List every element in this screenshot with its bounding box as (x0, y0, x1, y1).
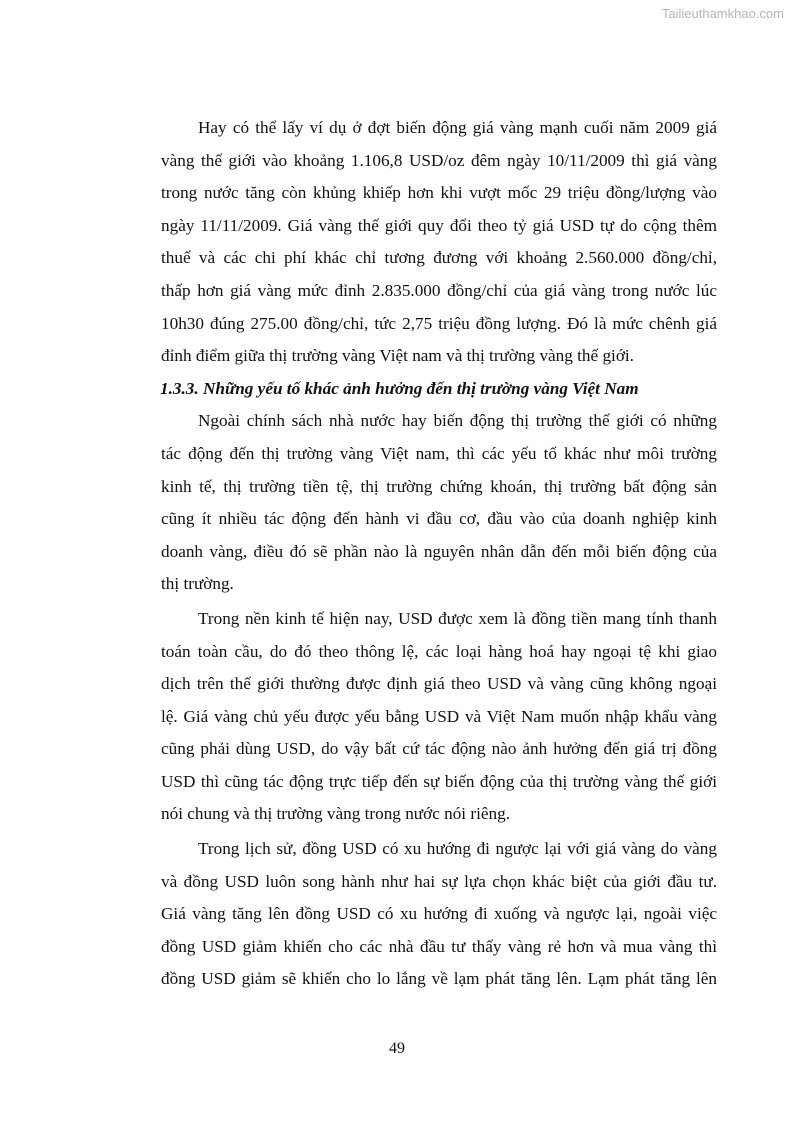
text-line: đỉnh điểm giữa thị trường vàng Việt nam và thị trường vàng thế giới. (161, 346, 634, 366)
watermark: Tailieuthamkhao.com (661, 6, 784, 21)
text-line: cũng phải dùng USD, do vậy bất cứ tác động nào ảnh hưởng đến giá trị đồng (161, 739, 717, 759)
text-line: Giá vàng tăng lên đồng USD có xu hướng đi xuống và ngược lại, ngoài việc (161, 904, 717, 924)
text-line: Hay có thể lấy ví dụ ở đợt biến động giá vàng mạnh cuối năm 2009 giá (198, 118, 717, 137)
text-line: đồng USD giảm sẽ khiến cho lo lắng về lạm phát tăng lên. Lạm phát tăng lên (161, 969, 717, 989)
text-line: doanh vàng, điều đó sẽ phần nào là nguyên nhân dẫn đến mỗi biến động của (161, 541, 717, 561)
section-heading: 1.3.3. Những yếu tố khác ảnh hưởng đến thị trường vàng Việt Nam (160, 378, 639, 398)
paragraph (161, 112, 717, 373)
text-line: tác động đến thị trường vàng Việt nam, thì các yếu tố khác như môi trường (161, 443, 717, 463)
text-line: và đồng USD luôn song hành như hai sự lựa chọn khác biệt của giới đầu tư. (161, 871, 717, 891)
text-line: toán toàn cầu, do đó theo thông lệ, các loại hàng hoá hay ngoại tệ khi giao (161, 641, 717, 661)
text-line: thị trường. (161, 574, 234, 594)
text-line: USD thì cũng tác động trực tiếp đến sự biến động của thị trường vàng thế giới (161, 771, 717, 791)
text-line: nói chung và thị trường vàng trong nước nói riêng. (161, 804, 510, 824)
paragraph (161, 405, 717, 601)
text-line: 10h30 đúng 275.00 đồng/chỉ, tức 2,75 triệu đồng lượng. Đó là mức chênh giá (161, 313, 717, 333)
page-number: 49 (389, 1040, 405, 1057)
text-line: đồng USD giảm khiến cho các nhà đầu tư thấy vàng rẻ hơn và mua vàng thì (161, 936, 717, 956)
text-line: Ngoài chính sách nhà nước hay biến động thị trường thế giới có những (198, 411, 717, 431)
text-line: thuế và các chi phí khác chỉ tương đương với khoảng 2.560.000 đồng/chỉ, (161, 248, 717, 268)
text-line: trong nước tăng còn khủng khiếp hơn khi vượt mốc 29 triệu đồng/lượng vào (161, 183, 717, 203)
paragraph (161, 603, 717, 831)
text-line: lệ. Giá vàng chủ yếu được yếu bằng USD và Việt Nam muốn nhập khẩu vàng (161, 706, 717, 726)
text-line: vàng thế giới vào khoảng 1.106,8 USD/oz đêm ngày 10/11/2009 thì giá vàng (161, 150, 717, 170)
text-line: cũng ít nhiều tác động đến hành vi đầu cơ, đầu vào của doanh nghiệp kinh (161, 509, 717, 529)
section-before-heading (161, 112, 717, 373)
section-after-heading (161, 405, 717, 996)
page-body (161, 112, 717, 996)
text-line: dịch trên thế giới thường được định giá theo USD và vàng cũng không ngoại (161, 674, 717, 694)
text-line: Trong nền kinh tế hiện nay, USD được xem là đồng tiền mang tính thanh (198, 608, 717, 628)
text-line: kinh tế, thị trường tiền tệ, thị trường chứng khoán, thị trường bất động sản (161, 476, 717, 496)
paragraph (161, 833, 717, 996)
text-line: ngày 11/11/2009. Giá vàng thế giới quy đổi theo tỷ giá USD tự do cộng thêm (161, 215, 717, 235)
text-line: thấp hơn giá vàng mức đỉnh 2.835.000 đồng/chỉ của giá vàng trong nước lúc (161, 280, 717, 300)
text-line: Trong lịch sử, đồng USD có xu hướng đi ngược lại với giá vàng do vàng (198, 839, 717, 859)
